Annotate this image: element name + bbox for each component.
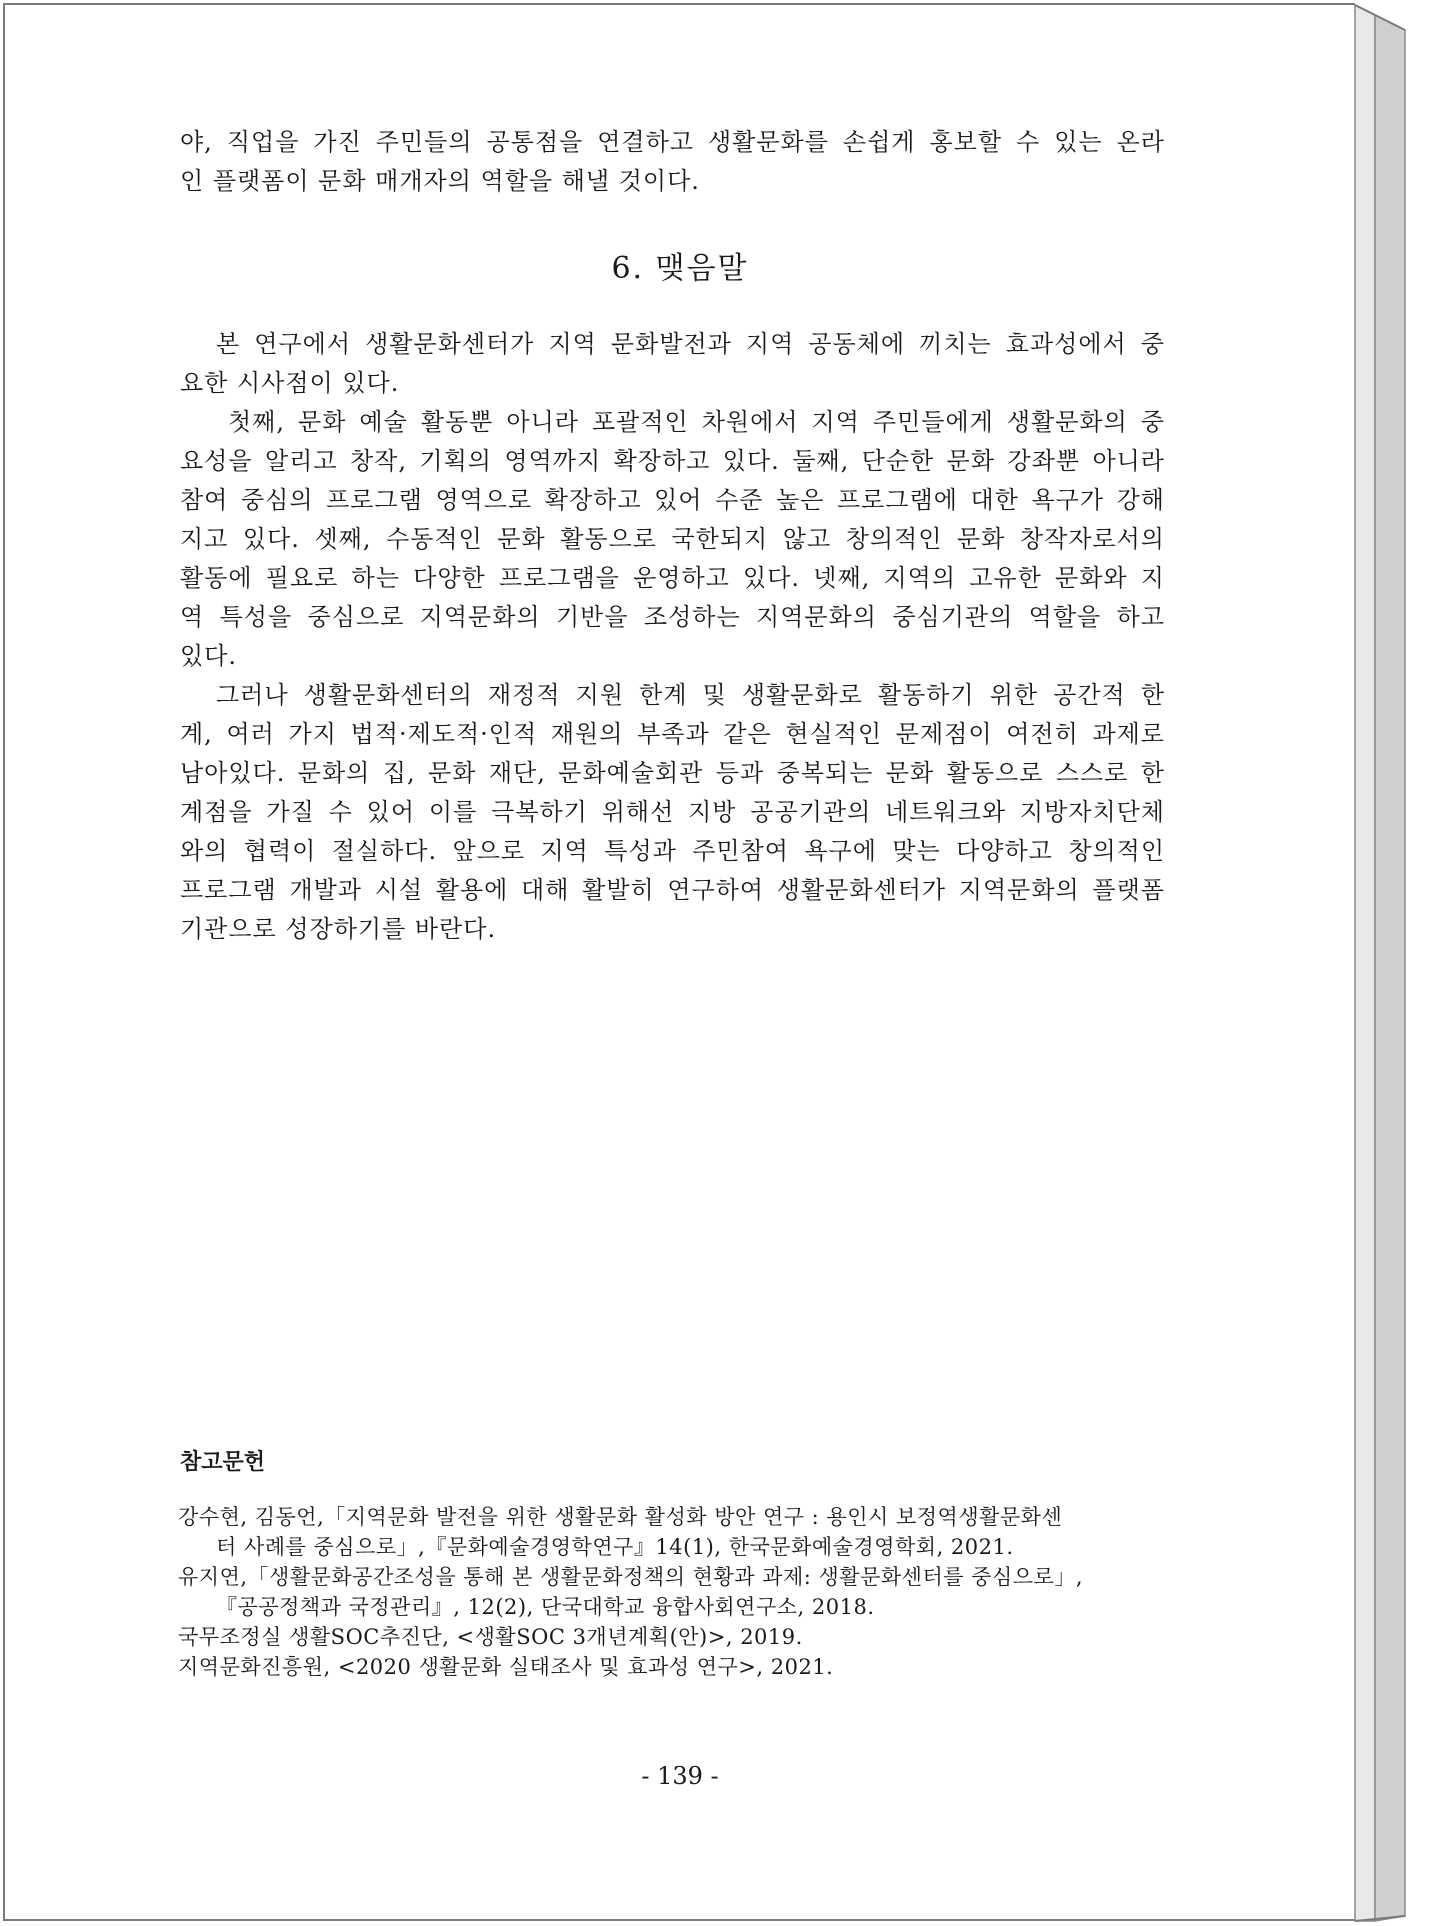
- paragraph-line: 요성을 알리고 창작, 기획의 영역까지 확장하고 있다. 둘째, 단순한 문화 강좌뿐 아니라: [180, 447, 1165, 475]
- reference-item: [178, 1562, 1168, 1622]
- paragraph-line: 있다.: [180, 642, 237, 670]
- intro-line: 인 플랫폼이 문화 매개자의 역할을 해낼 것이다.: [180, 167, 700, 195]
- paragraph-line: 남아있다. 문화의 집, 문화 재단, 문화예술회관 등과 중복되는 문화 활동으로 스스로 한: [180, 759, 1165, 787]
- conclusion-body: [180, 325, 1165, 949]
- paragraph-line: 계점을 가질 수 있어 이를 극복하기 위해선 지방 공공기관의 네트워크와 지방자치단체: [180, 798, 1165, 826]
- paragraph-line: 참여 중심의 프로그램 영역으로 확장하고 있어 수준 높은 프로그램에 대한 욕구가 강해: [180, 486, 1165, 514]
- reference-item: [178, 1502, 1168, 1562]
- reference-continuation: 터 사례를 중심으로」,『문화예술경영학연구』14(1), 한국문화예술경영학회, 2021.: [216, 1535, 1014, 1559]
- reference-item: [178, 1622, 1168, 1652]
- paragraph-line: 요한 시사점이 있다.: [180, 369, 400, 397]
- reference-first-line: 지역문화진흥원, <2020 생활문화 실태조사 및 효과성 연구>, 2021.: [178, 1655, 834, 1679]
- intro-line: 야, 직업을 가진 주민들의 공통점을 연결하고 생활문화를 손쉽게 홍보할 수 있는 온라: [180, 128, 1165, 156]
- references-title: 참고문헌: [180, 1450, 266, 1475]
- reference-first-line: 유지연,「생활문화공간조성을 통해 본 생활문화정책의 현황과 과제: 생활문화센터를 중심으로」,: [178, 1565, 1084, 1589]
- paragraph-line: 역 특성을 중심으로 지역문화의 기반을 조성하는 지역문화의 중심기관의 역할을 하고: [180, 603, 1165, 631]
- paragraph-line: 지고 있다. 셋째, 수동적인 문화 활동으로 국한되지 않고 창의적인 문화 창작자로서의: [180, 525, 1165, 553]
- paragraph-line: 그러나 생활문화센터의 재정적 지원 한계 및 생활문화로 활동하기 위한 공간적 한: [216, 681, 1165, 709]
- references-list: [178, 1502, 1168, 1682]
- paragraph-3: [180, 676, 1165, 949]
- paragraph-line: 프로그램 개발과 시설 활용에 대해 활발히 연구하여 생활문화센터가 지역문화의 플랫폼: [180, 876, 1165, 904]
- reference-continuation: 『공공정책과 국정관리』, 12(2), 단국대학교 융합사회연구소, 2018.: [216, 1595, 875, 1619]
- page-number: - 139 -: [641, 1762, 719, 1790]
- paragraph-line: 본 연구에서 생활문화센터가 지역 문화발전과 지역 공동체에 끼치는 효과성에서 중: [216, 330, 1165, 358]
- paragraph-line: 계, 여러 가지 법적·제도적·인적 재원의 부족과 같은 현실적인 문제점이 여전히 과제로: [180, 720, 1165, 748]
- section-heading: 6. 맺음말: [611, 251, 749, 286]
- paragraph-2: [180, 403, 1165, 676]
- reference-first-line: 국무조정실 생활SOC추진단, <생활SOC 3개년계획(안)>, 2019.: [178, 1625, 803, 1649]
- paragraph-line: 첫째, 문화 예술 활동뿐 아니라 포괄적인 차원에서 지역 주민들에게 생활문화의 중: [228, 408, 1165, 436]
- paragraph-1: [180, 325, 1165, 403]
- reference-first-line: 강수현, 김동언,「지역문화 발전을 위한 생활문화 활성화 방안 연구 : 용인시 보정역생활문화센: [178, 1505, 1063, 1529]
- paragraph-line: 활동에 필요로 하는 다양한 프로그램을 운영하고 있다. 넷째, 지역의 고유한 문화와 지: [180, 564, 1165, 592]
- reference-item: [178, 1652, 1168, 1682]
- paragraph-line: 와의 협력이 절실하다. 앞으로 지역 특성과 주민참여 욕구에 맞는 다양하고 창의적인: [180, 837, 1165, 865]
- intro-text: [180, 123, 1165, 201]
- paragraph-line: 기관으로 성장하기를 바란다.: [180, 915, 497, 943]
